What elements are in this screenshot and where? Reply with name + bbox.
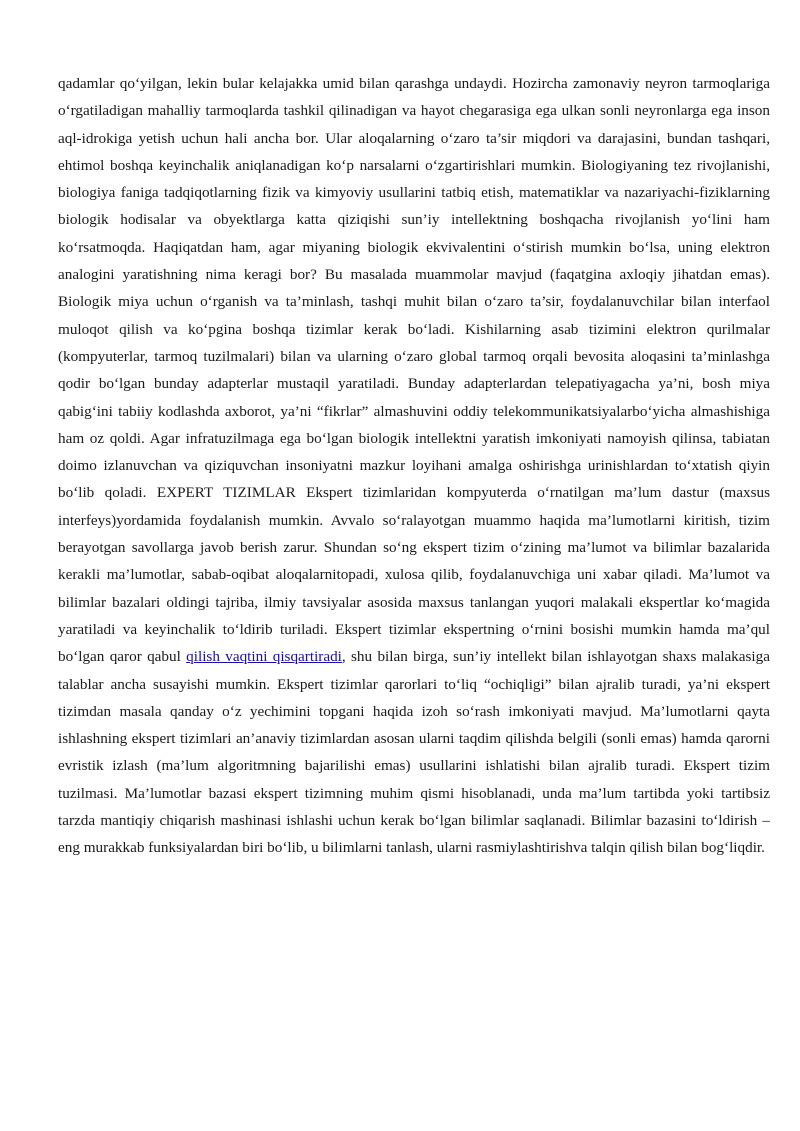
paragraph-text-after-link: , shu bilan birga, sun’iy intellekt bilan ishlayotgan shaxs malakasiga talablar ancha susayishi mumkin. Ekspert tizimlar qarorlari to‘liq “ochiqligi” bilan ajralib turadi, ya’ni ekspert tizimdan masala qanday o‘z yechimini topgani haqida izoh so‘rash imkoniyati mavjud. Ma’lumotlarni qayta ishlashning ekspert tizimlari an’anaviy tizimlardan asosan ularni taqdim qilishda belgili (sonli emas) hamda qarorni evristik izlash (ma’lum algoritmning bajarilishi emas) usullarini ishlatishi bilan ajralib turadi. Ekspert tizim tuzilmasi. Ma’lumotlar bazasi ekspert tizimning muhim qismi hisoblanadi, unda ma’lum tartibda yoki tartibsiz tarzda mantiqiy chiqarish mashinasi ishlashi uchun kerak bo‘lgan bilimlar saqlanadi. Bilimlar bazasini to‘ldirish – eng murakkab funksiyalardan biri bo‘lib, u bilimlarni tanlash, ularni rasmiylashtirishva talqin qilish bilan bog‘liqdir. xyxy=(58,648,770,857)
paragraph-text-before-link: qadamlar qo‘yilgan, lekin bular kelajakka umid bilan qarashga undaydi. Hozircha zamonaviy neyron tarmoqlariga o‘rgatiladigan mahalliy tarmoqlarda tashkil qilinadigan va hayot chegarasiga ega ulkan sonli neyronlarga ega inson aql-idrokiga yetish uchun hali ancha bor. Ular aloqalarning o‘zaro ta’sir miqdori va darajasini, bundan tashqari, ehtimol boshqa keyinchalik aniqlanadigan ko‘p narsalarni o‘zgartirishlari mumkin. Biologiyaning tez rivojlanishi, biologiya faniga tadqiqotlarning fizik va kimyoviy usullarini tatbiq etish, matematiklar va nazariyachi-fiziklarning biologik hodisalar va obyektlarga katta qiziqishi sun’iy intellektning boshqacha rivojlanish yo‘lini ham ko‘rsatmoqda. Haqiqatdan ham, agar miyaning biologik ekvivalentini o‘stirish mumkin bo‘lsa, uning elektron analogini yaratishning nima keragi bor? Bu masalada muammolar mavjud (faqatgina axloqiy jihatdan emas). Biologik miya uchun o‘rganish va ta’minlash, tashqi muhit bilan o‘zaro ta’sir, foydalanuvchilar bilan interfaol muloqot qilish va ko‘pgina boshqa tizimlar kerak bo‘ladi. Kishilarning asab tizimini elektron qurilmalar (kompyuterlar, tarmoq tuzilmalari) bilan va ularning o‘zaro global tarmoq orqali bevosita aloqasini ta’minlashga qodir bo‘lgan bunday adapterlar mustaqil yaratiladi. Bunday adapterlardan telepatiyagacha ya’ni, bosh miya qabig‘ini tabiiy kodlashda axborot, ya’ni “fikrlar” almashuvini oddiy telekommunikatsiyalarbo‘yicha almashishiga ham oz qoldi. Agar infratuzilmaga ega bo‘lgan biologik intellektni yaratish imkoniyati namoyish qilinsa, tabiatan doimo izlanuvchan va qiziquvchan insoniyatni mazkur loyihani amalga oshirishga urinishlardan to‘xtatish qiyin bo‘lib qoladi. EXPERT TIZIMLAR Ekspert tizimlaridan kompyuterda o‘rnatilgan ma’lum dastur (maxsus interfeys)yordamida foydalanish mumkin. Avvalo so‘ralayotgan muammo haqida ma’lumotlarni kiritish, tizim berayotgan savollarga javob berish zarur. Shundan so‘ng ekspert tizim o‘zining ma’lumot va bilimlar bazalarida kerakli ma’lumotlar, sabab-oqibat aloqalarnitopadi, xulosa qilib, foydalanuvchiga uni xabar qiladi. Ma’lumot va bilimlar bazalari oldingi tajriba, ilmiy tavsiyalar asosida maxsus tanlangan yuqori malakali ekspertlar ko‘magida yaratiladi va keyinchalik to‘ldirib turiladi. Ekspert tizimlar ekspertning o‘rnini bosishi mumkin hamda ma’qul bo‘lgan qaror qabul xyxy=(58,75,770,666)
document-page xyxy=(58,70,770,862)
hyperlink-qilish-vaqtini-qisqartiradi[interactable]: qilish vaqtini qisqartiradi xyxy=(186,648,342,666)
body-paragraph xyxy=(58,70,770,862)
